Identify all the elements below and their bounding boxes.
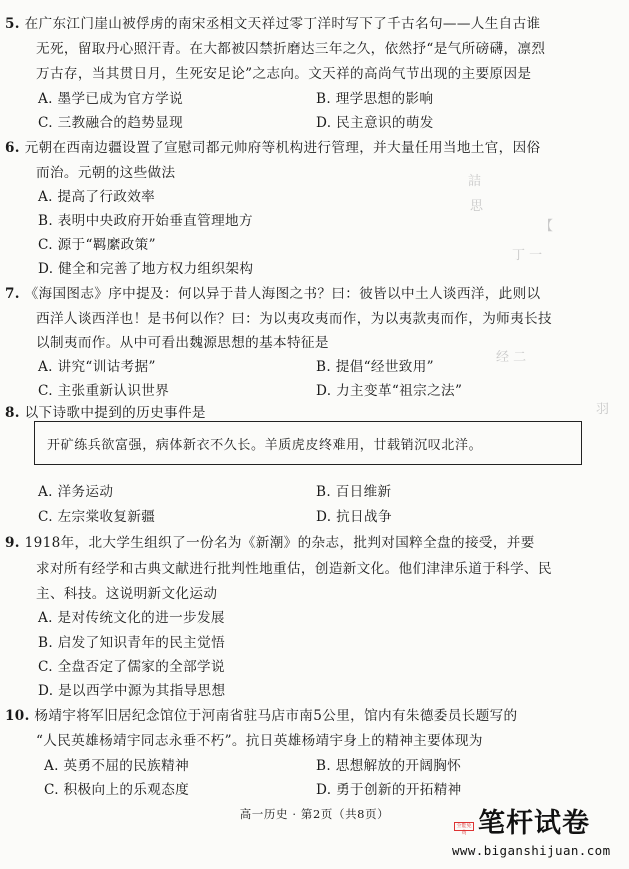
option-c: C. 主张重新认识世界 [38, 383, 170, 399]
question-stem-line: 在广东江门崖山被俘虏的南宋丞相文天祥过零丁洋时写下了千古名句——人生自古谁 [24, 16, 541, 32]
question-number: 5. [5, 16, 20, 32]
question-number: 6. [5, 140, 20, 156]
question-stem-line: 以制夷而作。从中可看出魏源思想的基本特征是 [36, 335, 329, 351]
option-b: B. 理学思想的影响 [316, 91, 434, 107]
option-a: A. 洋务运动 [38, 484, 114, 500]
option-d: D. 是以西学中源为其指导思想 [38, 683, 226, 699]
question-number: 10. [5, 708, 30, 724]
bleed-through-mark: 【 [540, 219, 554, 234]
poem-text: 开矿练兵欲富强，病体新衣不久长。羊质虎皮终难用，廿载销沉叹北洋。 [47, 438, 483, 453]
option-a: A. 讲究“训诂考据” [38, 359, 156, 375]
option-d: D. 力主变革“祖宗之法” [316, 383, 463, 399]
question-stem-line: 元朝在西南边疆设置了宣慰司都元帅府等机构进行管理，并大量任用当地土官，因俗 [24, 140, 541, 156]
bleed-through-mark: 思 [470, 199, 484, 214]
bleed-through-mark: 经 二 [496, 350, 527, 365]
watermark-title: 笔杆试卷 [478, 808, 590, 839]
poem-box [34, 421, 582, 465]
option-b: B. 表明中央政府开始垂直管理地方 [38, 213, 253, 229]
bleed-through-mark: 丁 一 [512, 248, 543, 263]
option-d: D. 民主意识的萌发 [316, 115, 434, 131]
question-stem-line: 以下诗歌中提到的历史事件是 [24, 405, 206, 421]
option-a: A. 英勇不屈的民族精神 [44, 758, 190, 774]
question-stem-line: 万古存，当其贯日月，生死安足论”之志向。文天祥的高尚气节出现的主要原因是 [36, 66, 532, 82]
option-d: D. 抗日战争 [316, 509, 392, 525]
option-c: C. 三教融合的趋势显现 [38, 115, 184, 131]
question-number: 8. [5, 405, 20, 421]
option-d: D. 健全和完善了地方权力组织架构 [38, 261, 254, 277]
bleed-through-mark: 羽 [596, 402, 610, 417]
question-stem-line: 杨靖宇将军旧居纪念馆位于河南省驻马店市南5公里，馆内有朱德委员长题写的 [34, 708, 518, 724]
option-c: C. 左宗棠收复新疆 [38, 509, 156, 525]
question-stem-line: 求对所有经学和古典文献进行批判性地重估，创造新文化。他们津津乐道于科学、民 [36, 561, 552, 577]
question-stem-line: 《海国图志》序中提及：何以异于昔人海图之书？曰：彼皆以中土人谈西洋，此则以 [24, 286, 541, 302]
option-b: B. 提倡“经世致用” [316, 359, 434, 375]
question-stem-line: 无死，留取丹心照汗青。在大都被囚禁折磨达三年之久，依然抒“是气所磅礴，凛烈 [36, 41, 546, 57]
option-c: C. 源于“羁縻政策” [38, 237, 156, 253]
question-number: 9. [5, 535, 20, 551]
option-b: B. 启发了知识青年的民主觉悟 [38, 635, 226, 651]
option-a: A. 墨学已成为官方学说 [38, 91, 184, 107]
option-b: B. 思想解放的开阔胸怀 [316, 758, 462, 774]
option-a: A. 提高了行政效率 [38, 189, 156, 205]
bleed-through-mark: 詰 [468, 174, 482, 189]
option-c: C. 积极向上的乐观态度 [44, 782, 190, 798]
watermark-url: www.biganshijuan.com [452, 843, 611, 858]
question-number: 7. [5, 286, 20, 302]
option-a: A. 是对传统文化的进一步发展 [38, 610, 225, 626]
page-footer: 高一历史 · 第2页（共8页） [239, 807, 390, 821]
option-d: D. 勇于创新的开拓精神 [316, 782, 462, 798]
option-c: C. 全盘否定了儒家的全部学说 [38, 659, 225, 675]
question-stem-line: 而治。元朝的这些做法 [36, 165, 176, 181]
question-stem-line: “人民英雄杨靖宇同志永垂不朽”。抗日英雄杨靖宇身上的精神主要体现为 [36, 733, 483, 749]
question-stem-line: 1918年，北大学生组织了一份名为《新潮》的杂志，批判对国粹全盘的接受，并要 [24, 535, 535, 551]
question-stem-line: 西洋人谈西洋也！是书何以作？曰：为以夷攻夷而作，为以夷款夷而作，为师夷长技 [36, 311, 552, 327]
question-stem-line: 主、科技。这说明新文化运动 [36, 586, 218, 602]
watermark-badge: 全能免费 [454, 822, 474, 831]
option-b: B. 百日维新 [316, 484, 392, 500]
